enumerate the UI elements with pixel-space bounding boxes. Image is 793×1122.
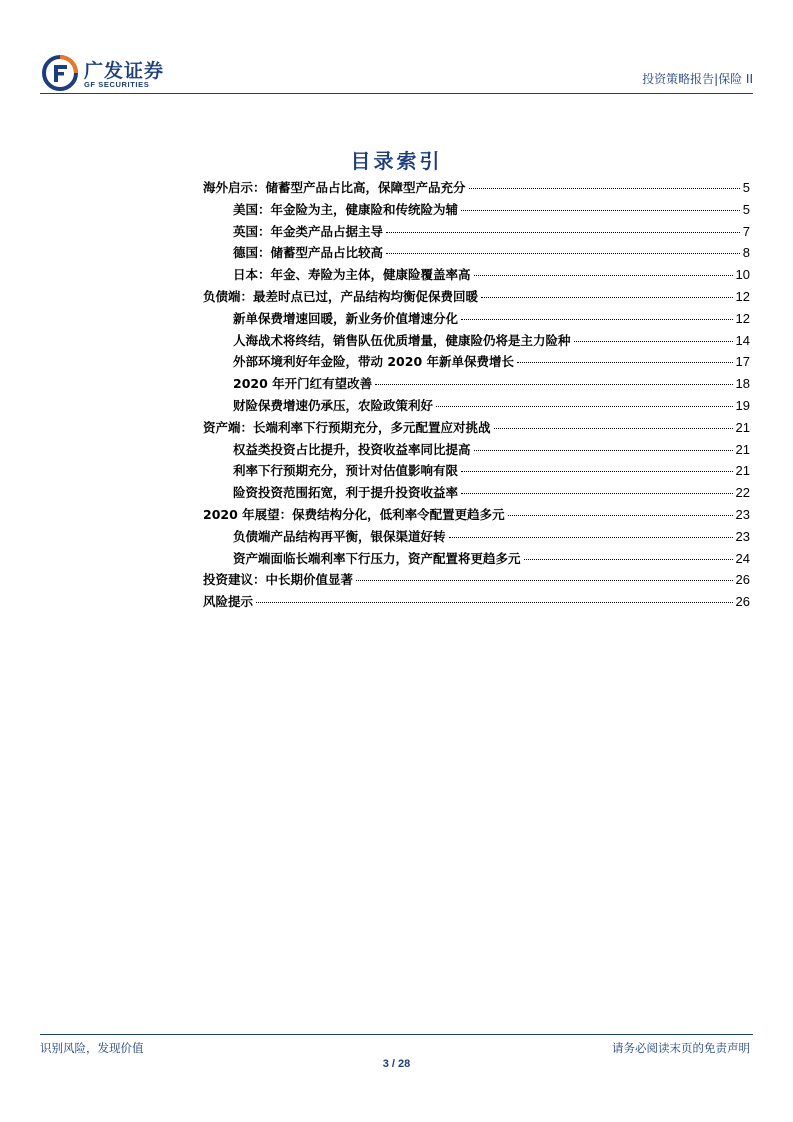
toc-entry-page: 21: [735, 463, 750, 479]
page-header: [40, 52, 753, 92]
footer-disclaimer-note: 请务必阅读末页的免责声明: [612, 1041, 750, 1055]
toc-entry-text: 新单保费增速回暖，新业务价值增速分化: [233, 310, 459, 326]
toc-entry-text: 日本：年金、寿险为主体，健康险覆盖率高: [233, 267, 471, 283]
toc-entry-page: 23: [735, 506, 750, 522]
toc-entry-text: 人海战术将终结，销售队伍优质增量，健康险仍将是主力险种: [233, 332, 571, 348]
toc-entry-text: 资产端：长端利率下行预期充分，多元配置应对挑战: [203, 419, 491, 435]
toc-entry-page: 21: [735, 419, 750, 435]
toc-entry-section[interactable]: [203, 505, 750, 527]
toc-entry-page: 26: [735, 572, 750, 588]
toc-entry-section[interactable]: [203, 570, 750, 592]
toc-entry-subsection[interactable]: [203, 461, 750, 483]
toc-entry-section[interactable]: [203, 592, 750, 614]
toc-leader-dots: [356, 580, 733, 581]
toc-entry-text: 风险提示: [203, 594, 254, 610]
toc-entry-text: 利率下行预期充分，预计对估值影响有限: [233, 463, 459, 479]
toc-leader-dots: [508, 515, 733, 516]
toc-entry-section[interactable]: [203, 418, 750, 440]
toc-entry-subsection[interactable]: [203, 549, 750, 571]
toc-entry-page: 19: [735, 397, 750, 413]
toc-entry-text: 权益类投资占比提升，投资收益率同比提高: [233, 441, 471, 457]
toc-leader-dots: [375, 384, 732, 385]
toc-leader-dots: [256, 602, 733, 603]
toc-entry-subsection[interactable]: [203, 200, 750, 222]
toc-leader-dots: [524, 559, 733, 560]
toc-leader-dots: [461, 471, 733, 472]
toc-title: 目录索引: [350, 149, 443, 173]
toc-leader-dots: [474, 450, 733, 451]
logo-text-cn: 广发证券: [84, 60, 165, 82]
toc-entry-text: 负债端产品结构再平衡，银保渠道好转: [233, 528, 446, 544]
toc-leader-dots: [474, 275, 733, 276]
toc-leader-dots: [517, 362, 733, 363]
toc-entry-subsection[interactable]: [203, 483, 750, 505]
toc-entry-subsection[interactable]: [203, 527, 750, 549]
toc-entry-page: 8: [742, 245, 750, 261]
toc-entry-page: 24: [735, 550, 750, 566]
toc-entry-page: 23: [735, 528, 750, 544]
toc-leader-dots: [386, 232, 740, 233]
toc-leader-dots: [461, 493, 733, 494]
toc-entry-page: 10: [735, 267, 750, 283]
toc-entry-page: 12: [735, 288, 750, 304]
toc-entry-subsection[interactable]: [203, 331, 750, 353]
toc-entry-page: 7: [742, 223, 750, 239]
toc-entry-subsection[interactable]: [203, 396, 750, 418]
toc-entry-subsection[interactable]: [203, 374, 750, 396]
toc-entry-text: 美国：年金险为主，健康险和传统险为辅: [233, 201, 459, 217]
toc-entry-page: 14: [735, 332, 750, 348]
toc-entry-text: 2020 年展望：保费结构分化，低利率令配置更趋多元: [203, 506, 505, 522]
toc-entry-text: 资产端面临长端利率下行压力，资产配置将更趋多元: [233, 550, 521, 566]
toc-entry-page: 21: [735, 441, 750, 457]
toc-entry-subsection[interactable]: [203, 352, 750, 374]
toc-entry-subsection[interactable]: [203, 440, 750, 462]
logo-text-en: GF SECURITIES: [84, 80, 150, 89]
toc-entry-text: 负债端：最差时点已过，产品结构均衡促保费回暖: [203, 288, 479, 304]
toc-entry-text: 海外启示：储蓄型产品占比高，保障型产品充分: [203, 180, 466, 195]
report-type-label: 投资策略报告|保险 II: [642, 72, 753, 86]
toc-entry-page: 5: [742, 201, 750, 217]
toc-entry-text: 2020 年开门红有望改善: [233, 376, 373, 392]
gf-securities-logo-icon: [42, 55, 78, 91]
toc-entry-text: 投资建议：中长期价值显著: [203, 572, 354, 588]
toc-leader-dots: [461, 210, 740, 211]
toc-entry-page: 12: [735, 310, 750, 326]
toc-entry-subsection[interactable]: [203, 309, 750, 331]
footer-divider: [40, 1034, 753, 1035]
toc-entry-text: 险资投资范围拓宽，利于提升投资收益率: [233, 485, 459, 501]
toc-entry-page: 5: [742, 180, 750, 195]
toc-leader-dots: [436, 406, 733, 407]
toc-entry-text: 外部环境利好年金险，带动 2020 年新单保费增长: [233, 354, 514, 370]
toc-leader-dots: [449, 537, 733, 538]
company-logo: [42, 55, 182, 91]
toc-leader-dots: [574, 341, 733, 342]
toc-entry-page: 26: [735, 594, 750, 610]
table-of-contents: [203, 178, 750, 614]
page-number: 3 / 28: [382, 1058, 411, 1070]
toc-entry-text: 德国：储蓄型产品占比较高: [233, 245, 384, 261]
toc-entry-section[interactable]: [203, 178, 750, 200]
toc-leader-dots: [386, 253, 740, 254]
header-divider: [40, 93, 753, 94]
toc-entry-page: 18: [735, 376, 750, 392]
toc-entry-page: 17: [735, 354, 750, 370]
footer-slogan: 识别风险，发现价值: [40, 1041, 144, 1055]
toc-leader-dots: [494, 428, 733, 429]
toc-entry-subsection[interactable]: [203, 243, 750, 265]
toc-leader-dots: [469, 188, 740, 189]
toc-entry-section[interactable]: [203, 287, 750, 309]
toc-entry-subsection[interactable]: [203, 265, 750, 287]
toc-leader-dots: [461, 319, 733, 320]
toc-entry-text: 财险保费增速仍承压，农险政策利好: [233, 397, 434, 413]
toc-entry-subsection[interactable]: [203, 222, 750, 244]
toc-entry-page: 22: [735, 485, 750, 501]
toc-leader-dots: [481, 297, 733, 298]
toc-entry-text: 英国：年金类产品占据主导: [233, 223, 384, 239]
